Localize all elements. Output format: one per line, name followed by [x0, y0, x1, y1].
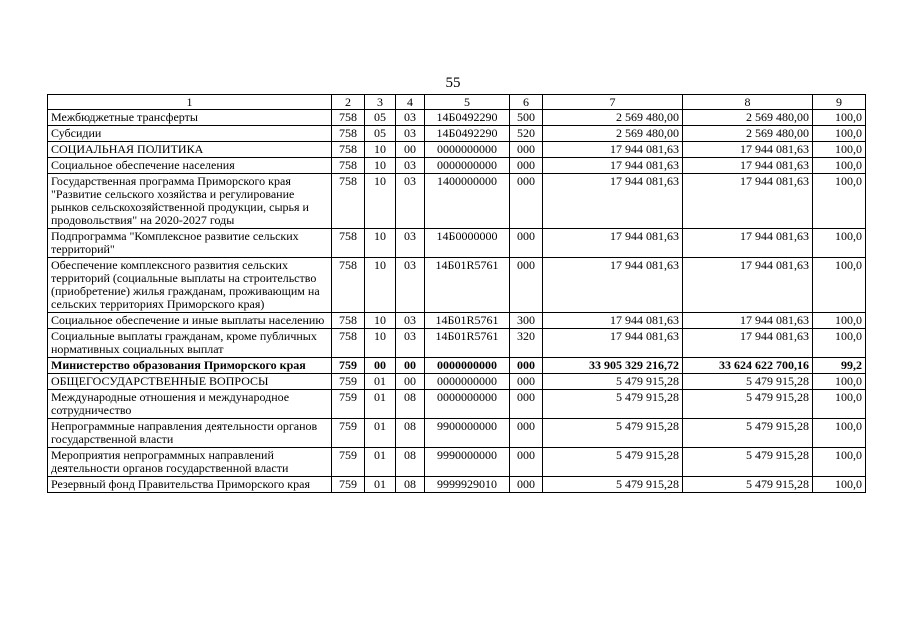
row-actual-amount-cell: 5 479 915,28 — [683, 448, 813, 477]
row-expense-type-cell: 320 — [510, 329, 543, 358]
row-admin-code-cell: 759 — [332, 448, 365, 477]
row-planned-amount-cell: 17 944 081,63 — [543, 142, 683, 158]
row-subsection-cell: 03 — [396, 110, 425, 126]
page-number: 55 — [445, 75, 461, 91]
row-percent-cell: 100,0 — [813, 419, 866, 448]
row-percent-cell: 100,0 — [813, 477, 866, 493]
row-admin-code-cell: 758 — [332, 110, 365, 126]
row-subsection-cell: 08 — [396, 390, 425, 419]
table-row — [48, 174, 866, 229]
row-actual-amount-cell: 5 479 915,28 — [683, 374, 813, 390]
table-row — [48, 329, 866, 358]
row-planned-amount-cell: 5 479 915,28 — [543, 390, 683, 419]
row-target-code-cell: 14Б01R5761 — [425, 329, 510, 358]
row-planned-amount-cell: 2 569 480,00 — [543, 126, 683, 142]
row-admin-code-cell: 759 — [332, 390, 365, 419]
row-target-code-cell: 0000000000 — [425, 142, 510, 158]
row-name-cell: СОЦИАЛЬНАЯ ПОЛИТИКА — [48, 142, 332, 158]
row-expense-type-cell: 300 — [510, 313, 543, 329]
row-target-code-cell: 14Б01R5761 — [425, 313, 510, 329]
row-section-cell: 10 — [365, 174, 396, 229]
row-expense-type-cell: 520 — [510, 126, 543, 142]
row-expense-type-cell: 000 — [510, 448, 543, 477]
row-subsection-cell: 00 — [396, 142, 425, 158]
budget-table — [47, 94, 866, 493]
row-name-cell: ОБЩЕГОСУДАРСТВЕННЫЕ ВОПРОСЫ — [48, 374, 332, 390]
row-planned-amount-cell: 17 944 081,63 — [543, 313, 683, 329]
row-percent-cell: 100,0 — [813, 448, 866, 477]
row-admin-code-cell: 758 — [332, 329, 365, 358]
row-percent-cell: 100,0 — [813, 142, 866, 158]
row-name-cell: Социальное обеспечение и иные выплаты населению — [48, 313, 332, 329]
row-actual-amount-cell: 17 944 081,63 — [683, 313, 813, 329]
row-admin-code-cell: 758 — [332, 229, 365, 258]
row-subsection-cell: 03 — [396, 174, 425, 229]
row-section-cell: 10 — [365, 229, 396, 258]
row-admin-code-cell: 758 — [332, 126, 365, 142]
header-cell: 3 — [365, 95, 396, 110]
row-percent-cell: 100,0 — [813, 329, 866, 358]
row-expense-type-cell: 000 — [510, 374, 543, 390]
row-expense-type-cell: 000 — [510, 419, 543, 448]
row-subsection-cell: 08 — [396, 448, 425, 477]
row-admin-code-cell: 758 — [332, 258, 365, 313]
row-name-cell: Обеспечение комплексного развития сельских территорий (социальные выплаты на строительство (приобретение) жилья гражданам, проживающим на сельских территориях Приморского края) — [48, 258, 332, 313]
row-section-cell: 10 — [365, 313, 396, 329]
row-subsection-cell: 03 — [396, 158, 425, 174]
row-admin-code-cell: 759 — [332, 477, 365, 493]
row-percent-cell: 100,0 — [813, 229, 866, 258]
row-name-cell: Резервный фонд Правительства Приморского края — [48, 477, 332, 493]
row-target-code-cell: 14Б0492290 — [425, 110, 510, 126]
row-name-cell: Министерство образования Приморского края — [48, 358, 332, 374]
row-subsection-cell: 00 — [396, 374, 425, 390]
row-admin-code-cell: 758 — [332, 142, 365, 158]
row-percent-cell: 100,0 — [813, 174, 866, 229]
row-expense-type-cell: 000 — [510, 229, 543, 258]
row-subsection-cell: 03 — [396, 258, 425, 313]
row-expense-type-cell: 000 — [510, 158, 543, 174]
row-target-code-cell: 14Б0492290 — [425, 126, 510, 142]
row-admin-code-cell: 759 — [332, 358, 365, 374]
row-percent-cell: 100,0 — [813, 158, 866, 174]
table-header-row — [48, 95, 866, 110]
row-actual-amount-cell: 5 479 915,28 — [683, 390, 813, 419]
table-row — [48, 374, 866, 390]
row-expense-type-cell: 000 — [510, 390, 543, 419]
table-row — [48, 419, 866, 448]
row-subsection-cell: 03 — [396, 313, 425, 329]
table-row — [48, 477, 866, 493]
table-row — [48, 358, 866, 374]
row-planned-amount-cell: 2 569 480,00 — [543, 110, 683, 126]
row-section-cell: 01 — [365, 390, 396, 419]
row-planned-amount-cell: 33 905 329 216,72 — [543, 358, 683, 374]
row-expense-type-cell: 000 — [510, 258, 543, 313]
row-section-cell: 05 — [365, 126, 396, 142]
row-admin-code-cell: 759 — [332, 419, 365, 448]
row-target-code-cell: 0000000000 — [425, 390, 510, 419]
row-actual-amount-cell: 17 944 081,63 — [683, 258, 813, 313]
row-expense-type-cell: 000 — [510, 358, 543, 374]
header-cell: 1 — [48, 95, 332, 110]
row-section-cell: 10 — [365, 329, 396, 358]
row-target-code-cell: 9900000000 — [425, 419, 510, 448]
row-planned-amount-cell: 17 944 081,63 — [543, 229, 683, 258]
row-percent-cell: 100,0 — [813, 313, 866, 329]
row-planned-amount-cell: 17 944 081,63 — [543, 329, 683, 358]
row-section-cell: 01 — [365, 448, 396, 477]
row-subsection-cell: 08 — [396, 419, 425, 448]
row-percent-cell: 100,0 — [813, 126, 866, 142]
table-row — [48, 158, 866, 174]
table-row — [48, 110, 866, 126]
row-target-code-cell: 9999929010 — [425, 477, 510, 493]
row-actual-amount-cell: 17 944 081,63 — [683, 229, 813, 258]
row-section-cell: 10 — [365, 258, 396, 313]
row-target-code-cell: 9990000000 — [425, 448, 510, 477]
header-cell: 5 — [425, 95, 510, 110]
table-row — [48, 229, 866, 258]
row-subsection-cell: 03 — [396, 126, 425, 142]
row-subsection-cell: 08 — [396, 477, 425, 493]
row-actual-amount-cell: 2 569 480,00 — [683, 110, 813, 126]
row-admin-code-cell: 758 — [332, 174, 365, 229]
row-percent-cell: 100,0 — [813, 390, 866, 419]
row-subsection-cell: 03 — [396, 329, 425, 358]
row-name-cell: Субсидии — [48, 126, 332, 142]
row-percent-cell: 99,2 — [813, 358, 866, 374]
row-planned-amount-cell: 5 479 915,28 — [543, 448, 683, 477]
row-name-cell: Межбюджетные трансферты — [48, 110, 332, 126]
row-target-code-cell: 1400000000 — [425, 174, 510, 229]
row-planned-amount-cell: 17 944 081,63 — [543, 158, 683, 174]
table-row — [48, 390, 866, 419]
row-planned-amount-cell: 17 944 081,63 — [543, 258, 683, 313]
row-planned-amount-cell: 5 479 915,28 — [543, 374, 683, 390]
header-cell: 2 — [332, 95, 365, 110]
header-cell: 7 — [543, 95, 683, 110]
row-section-cell: 01 — [365, 477, 396, 493]
row-name-cell: Международные отношения и международное сотрудничество — [48, 390, 332, 419]
row-section-cell: 01 — [365, 419, 396, 448]
row-actual-amount-cell: 17 944 081,63 — [683, 158, 813, 174]
row-planned-amount-cell: 17 944 081,63 — [543, 174, 683, 229]
table-row — [48, 313, 866, 329]
row-actual-amount-cell: 2 569 480,00 — [683, 126, 813, 142]
header-cell: 8 — [683, 95, 813, 110]
row-actual-amount-cell: 17 944 081,63 — [683, 174, 813, 229]
row-expense-type-cell: 500 — [510, 110, 543, 126]
row-target-code-cell: 14Б0000000 — [425, 229, 510, 258]
row-planned-amount-cell: 5 479 915,28 — [543, 419, 683, 448]
row-section-cell: 05 — [365, 110, 396, 126]
row-section-cell: 10 — [365, 158, 396, 174]
row-percent-cell: 100,0 — [813, 110, 866, 126]
row-target-code-cell: 0000000000 — [425, 158, 510, 174]
row-name-cell: Социальные выплаты гражданам, кроме публичных нормативных социальных выплат — [48, 329, 332, 358]
row-section-cell: 10 — [365, 142, 396, 158]
header-cell: 4 — [396, 95, 425, 110]
row-section-cell: 00 — [365, 358, 396, 374]
table-row — [48, 448, 866, 477]
header-cell: 6 — [510, 95, 543, 110]
header-cell: 9 — [813, 95, 866, 110]
row-expense-type-cell: 000 — [510, 142, 543, 158]
row-name-cell: Государственная программа Приморского края "Развитие сельского хозяйства и регулирование рынков сельскохозяйственной продукции, сырья и продовольствия" на 2020-2027 годы — [48, 174, 332, 229]
row-subsection-cell: 03 — [396, 229, 425, 258]
row-target-code-cell: 0000000000 — [425, 374, 510, 390]
row-percent-cell: 100,0 — [813, 258, 866, 313]
row-name-cell: Подпрограмма "Комплексное развитие сельских территорий" — [48, 229, 332, 258]
row-actual-amount-cell: 17 944 081,63 — [683, 329, 813, 358]
row-target-code-cell: 14Б01R5761 — [425, 258, 510, 313]
row-name-cell: Мероприятия непрограммных направлений деятельности органов государственной власти — [48, 448, 332, 477]
table-row — [48, 258, 866, 313]
row-expense-type-cell: 000 — [510, 174, 543, 229]
row-planned-amount-cell: 5 479 915,28 — [543, 477, 683, 493]
row-name-cell: Непрограммные направления деятельности органов государственной власти — [48, 419, 332, 448]
row-admin-code-cell: 758 — [332, 158, 365, 174]
row-actual-amount-cell: 5 479 915,28 — [683, 477, 813, 493]
table-row — [48, 142, 866, 158]
table-row — [48, 126, 866, 142]
row-actual-amount-cell: 5 479 915,28 — [683, 419, 813, 448]
row-name-cell: Социальное обеспечение населения — [48, 158, 332, 174]
row-target-code-cell: 0000000000 — [425, 358, 510, 374]
row-expense-type-cell: 000 — [510, 477, 543, 493]
row-admin-code-cell: 758 — [332, 313, 365, 329]
row-admin-code-cell: 759 — [332, 374, 365, 390]
table-body — [48, 110, 866, 493]
row-section-cell: 01 — [365, 374, 396, 390]
row-percent-cell: 100,0 — [813, 374, 866, 390]
row-subsection-cell: 00 — [396, 358, 425, 374]
row-actual-amount-cell: 17 944 081,63 — [683, 142, 813, 158]
row-actual-amount-cell: 33 624 622 700,16 — [683, 358, 813, 374]
